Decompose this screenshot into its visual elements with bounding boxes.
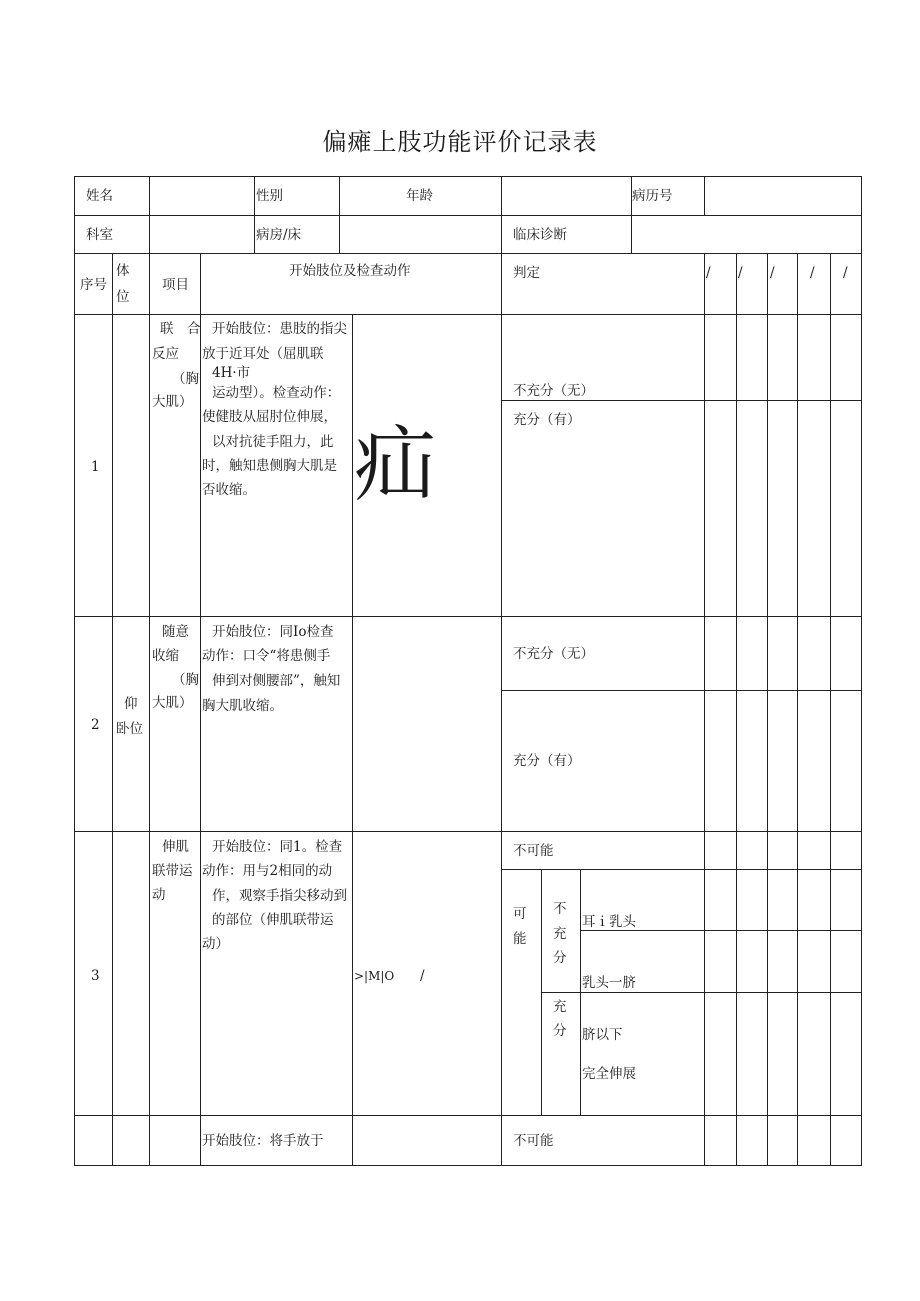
table-rule [704, 176, 705, 216]
row-2-action: 动作：口令“将患侧手 [202, 648, 331, 664]
table-rule [861, 176, 862, 216]
judgement-header: 判定 [513, 265, 540, 281]
table-rule [767, 314, 768, 1166]
table-rule [830, 253, 831, 315]
row-3-level: 乳头一脐 [582, 975, 636, 991]
table-rule [74, 314, 862, 315]
table-rule [149, 314, 150, 1166]
table-rule [149, 176, 150, 216]
row-3-sufficient: 充 [553, 999, 567, 1015]
table-rule [541, 869, 542, 1116]
table-rule [74, 616, 862, 617]
slash-mark: / [706, 265, 711, 281]
table-rule [74, 1165, 862, 1166]
table-rule [200, 253, 201, 315]
page-title: 偏瘫上肢功能评价记录表 [322, 128, 598, 156]
table-rule [501, 690, 862, 691]
row-3-not-possible: 不可能 [513, 843, 554, 859]
row-2-item: 随意 [162, 624, 189, 640]
table-rule [74, 314, 75, 1166]
table-rule [830, 314, 831, 1166]
row-1-action: 否收缩。 [202, 482, 256, 498]
table-rule [501, 215, 502, 254]
table-rule [112, 253, 113, 315]
table-rule [74, 176, 862, 177]
row-3-level: 耳ｉ乳头 [582, 914, 636, 930]
row-3-item: 动 [152, 887, 166, 903]
posture-value: 仰 [124, 696, 138, 712]
age-label: 年龄 [406, 188, 433, 204]
diagnosis-label: 临床诊断 [513, 227, 567, 243]
table-rule [797, 314, 798, 1166]
row-2-seq: 2 [91, 717, 100, 733]
ward-bed-label: 病房/床 [256, 227, 302, 243]
table-rule [112, 314, 113, 1166]
table-rule [74, 831, 862, 832]
table-rule [339, 215, 340, 254]
table-rule [736, 253, 737, 315]
table-rule [704, 253, 705, 315]
row-3-possible: 可 [513, 906, 527, 922]
row-3-action: 动作：用与2相同的动 [202, 863, 333, 879]
row-3-figure-slash: / [420, 968, 425, 984]
table-rule [861, 253, 862, 315]
table-rule [501, 314, 502, 1166]
row-4-action: 开始肢位：将手放于 [202, 1133, 324, 1149]
row-3-figure-text: >|M|O [354, 969, 395, 983]
table-rule [149, 215, 150, 254]
row-1-action: 运动型）。检查动作： [212, 385, 341, 401]
table-rule [254, 176, 255, 216]
row-2-judgement: 充分（有） [513, 753, 581, 769]
item-header: 项目 [162, 277, 189, 293]
row-3-insufficient: 不 [553, 901, 567, 917]
start-action-header: 开始肢位及检查动作 [289, 263, 411, 279]
table-rule [501, 253, 502, 315]
row-2-judgement: 不充分（无） [513, 646, 594, 662]
table-rule [797, 253, 798, 315]
slash-mark: / [843, 265, 848, 281]
row-3-action: 开始肢位：同1。检查 [212, 839, 343, 855]
table-rule [200, 314, 201, 1166]
row-3-item: 伸肌 [162, 839, 189, 855]
row-3-level: 完全伸展 [582, 1066, 636, 1082]
row-1-seq: 1 [91, 459, 100, 475]
table-rule [501, 869, 862, 870]
row-4-judgement: 不可能 [513, 1133, 554, 1149]
posture-header: 体 [116, 263, 130, 279]
row-2-item: 收缩 [152, 648, 179, 664]
row-1-item: 反应 [152, 346, 179, 362]
table-rule [74, 215, 75, 254]
row-2-action: 伸到对侧腰部”，触知 [212, 673, 341, 689]
table-rule [861, 314, 862, 1166]
row-2-item: 大肌） [152, 695, 193, 711]
row-1-action: 时，触知患侧胸大肌是 [202, 458, 337, 474]
table-rule [254, 215, 255, 254]
gender-label: 性别 [256, 188, 283, 204]
row-3-action: 的部位（伸肌联带运 [212, 912, 334, 928]
posture-value: 卧位 [116, 721, 143, 737]
table-rule [339, 176, 340, 216]
row-3-sufficient: 分 [553, 1023, 567, 1039]
row-1-item: 大肌） [152, 394, 193, 410]
table-rule [74, 253, 75, 315]
slash-mark: / [810, 265, 815, 281]
row-2-action: 胸大肌收缩。 [202, 698, 283, 714]
row-1-figure-glyph: 疝 [354, 418, 437, 513]
table-rule [704, 314, 705, 1166]
row-2-action: 开始肢位：同Io检查 [212, 624, 334, 640]
row-1-judgement: 不充分（无） [513, 383, 594, 399]
row-1-judgement: 充分（有） [513, 412, 581, 428]
row-1-item: （胸 [172, 371, 199, 387]
table-rule [74, 176, 75, 216]
slash-mark: / [738, 265, 743, 281]
table-rule [74, 1115, 862, 1116]
table-rule [580, 869, 581, 1116]
seq-header: 序号 [80, 277, 107, 293]
row-1-item: 联 合 [160, 321, 201, 337]
row-1-action: 以对抗徒手阻力，此 [212, 434, 334, 450]
table-rule [74, 253, 862, 254]
row-3-insufficient: 充 [553, 926, 567, 942]
table-rule [767, 253, 768, 315]
row-3-seq: 3 [91, 968, 100, 984]
row-1-action: 开始肢位：患肢的指尖 [212, 321, 347, 337]
table-rule [501, 176, 502, 216]
slash-mark: / [770, 265, 775, 281]
row-3-action: 作，观察手指尖移动到 [212, 888, 347, 904]
record-no-label: 病历号 [632, 188, 673, 204]
table-rule [736, 314, 737, 1166]
table-rule [74, 215, 862, 216]
table-rule [631, 215, 632, 254]
name-label: 姓名 [86, 188, 113, 204]
row-3-action: 动） [202, 936, 229, 952]
table-rule [352, 314, 353, 1166]
row-3-possible: 能 [513, 931, 527, 947]
row-3-item: 联带运 [152, 863, 193, 879]
dept-label: 科室 [86, 227, 113, 243]
table-rule [861, 215, 862, 254]
row-1-action: 使健肢从屈肘位伸展， [202, 409, 337, 425]
table-rule [149, 253, 150, 315]
row-1-action: 放于近耳处（屈肌联 [202, 346, 324, 362]
row-1-action: 4H·市 [212, 365, 251, 381]
posture-header: 位 [116, 289, 130, 305]
row-3-insufficient: 分 [553, 950, 567, 966]
row-3-level: 脐以下 [582, 1027, 623, 1043]
row-2-item: （胸 [172, 672, 199, 688]
